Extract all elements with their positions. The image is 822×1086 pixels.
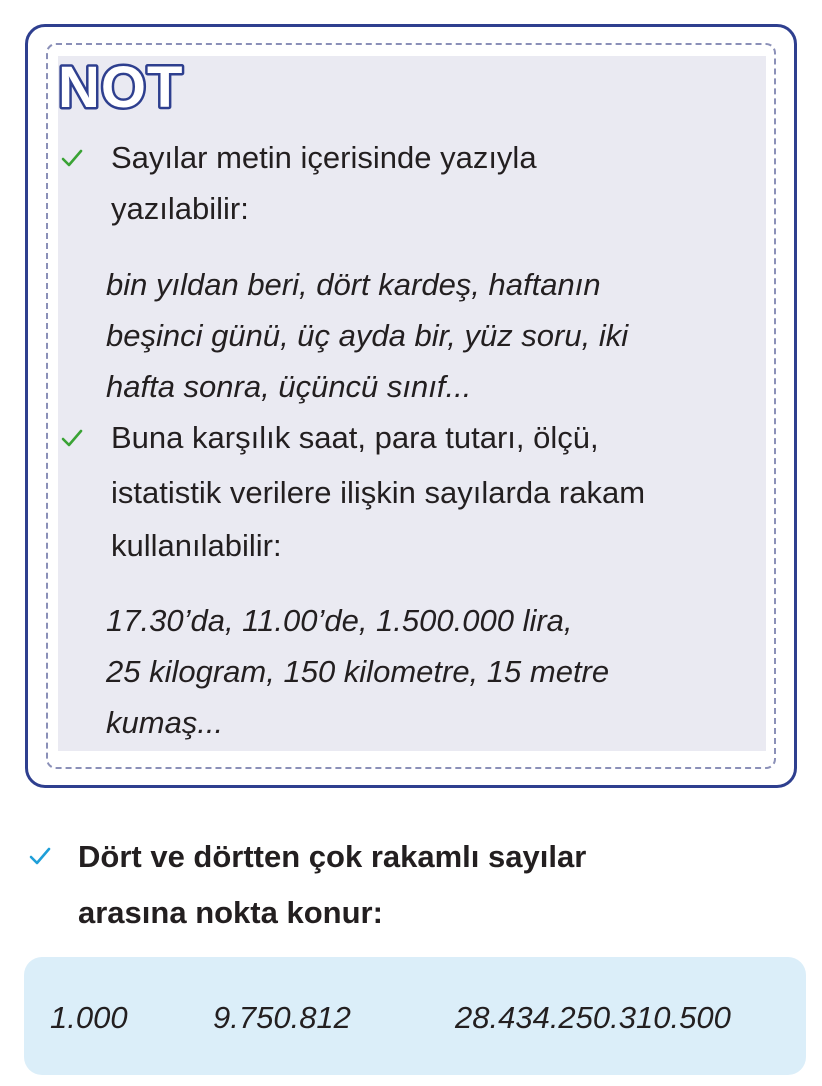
blue-check-icon [28,844,52,868]
example-number: 1.000 [50,1000,128,1035]
note-item-1-example-3: hafta sonra, üçüncü sınıf... [106,369,472,404]
rule-line-2: arasına nokta konur: [78,895,383,930]
note-title-text: NOT [58,55,184,117]
green-check-icon [60,146,84,170]
note-title [56,55,216,117]
rule-line-1: Dört ve dörtten çok rakamlı sayılar [78,839,587,874]
note-item-2-line-3: kullanılabilir: [111,528,282,563]
note-item-2-line-2: istatistik verilere ilişkin sayılarda rakam [111,475,646,510]
note-item-2-example-1: 17.30’da, 11.00’de, 1.500.000 lira, [106,603,573,638]
note-item-1-example-1: bin yıldan beri, dört kardeş, haftanın [106,267,601,302]
note-item-2-line-1: Buna karşılık saat, para tutarı, ölçü, [111,420,599,455]
note-item-1-line-2: yazılabilir: [111,191,249,226]
example-number: 28.434.250.310.500 [455,1000,731,1035]
note-item-1-line-1: Sayılar metin içerisinde yazıyla [111,140,537,175]
note-item-2-example-2: 25 kilogram, 150 kilometre, 15 metre [106,654,610,689]
green-check-icon [60,426,84,450]
note-item-2-example-3: kumaş... [106,705,224,740]
example-number: 9.750.812 [213,1000,351,1035]
note-item-1-example-2: beşinci günü, üç ayda bir, yüz soru, iki [106,318,629,353]
